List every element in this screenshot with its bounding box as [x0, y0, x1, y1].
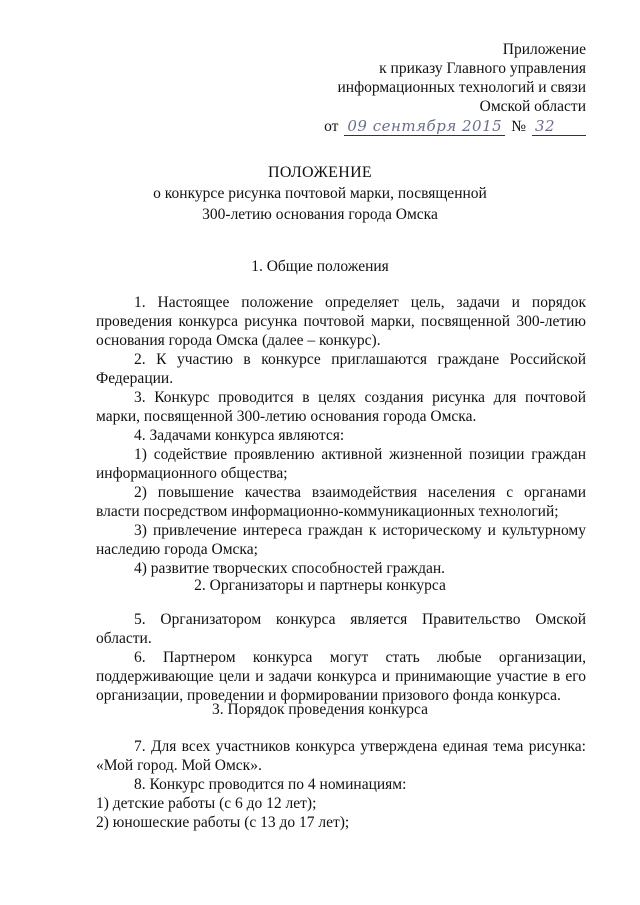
list-item: 4) развитие творческих способностей граждан. [134, 560, 446, 577]
list-item: 1) содействие проявлению активной жизненной позиции граждан информационного общества; [96, 446, 586, 482]
section-3-body [96, 737, 586, 832]
document-title [0, 162, 640, 225]
section-3-heading: 3. Порядок проведения конкурса [212, 701, 428, 718]
number-label: № [511, 118, 526, 135]
appendix-title: Приложение [502, 41, 586, 58]
paragraph: 2. К участию в конкурсе приглашаются граждане Российской Федерации. [96, 351, 586, 387]
paragraph: 4. Задачами конкурса являются: [134, 427, 345, 444]
list-item: 2) юношеские работы (с 13 до 17 лет); [96, 814, 350, 831]
appendix-order-ref: к приказу Главного управления [379, 60, 586, 77]
appendix-department: информационных технологий и связи [337, 79, 586, 96]
appendix-header [246, 40, 586, 136]
paragraph: 5. Организатором конкурса является Правительство Омской области. [96, 611, 586, 647]
section-1-body [96, 293, 586, 578]
appendix-region: Омской области [479, 98, 586, 115]
paragraph: 7. Для всех участников конкурса утверждена единая тема рисунка: «Мой город. Мой Омск». [96, 738, 586, 774]
list-item: 1) детские работы (с 6 до 12 лет); [96, 795, 317, 812]
paragraph: 1. Настоящее положение определяет цель, задачи и порядок проведения конкурса рисунка почтовой марки, посвященной 300-летию основания города Омска (далее – конкурс). [96, 294, 586, 349]
handwritten-number: 32 [532, 118, 586, 136]
section-1-heading: 1. Общие положения [251, 258, 389, 275]
handwritten-date: 09 сентября 2015 [344, 118, 505, 136]
order-date-number-line [246, 117, 586, 136]
from-label: от [324, 118, 339, 135]
title-main: ПОЛОЖЕНИЕ [267, 164, 372, 181]
title-subtitle-line1: о конкурсе рисунка почтовой марки, посвященной [153, 185, 487, 202]
paragraph: 3. Конкурс проводится в целях создания рисунка для почтовой марки, посвященной 300-летию основания города Омска. [96, 389, 586, 425]
list-item: 3) привлечение интереса граждан к историческому и культурному наследию города Омска; [96, 522, 586, 558]
paragraph: 6. Партнером конкурса могут стать любые организации, поддерживающие цели и задачи конкурса и принимающие участие в его организации, проведении и формировании призового фонда конкурса. [96, 649, 586, 704]
list-item: 2) повышение качества взаимодействия населения с органами власти посредством информационно-коммуникационных технологий; [96, 484, 586, 520]
section-2-body [96, 610, 586, 705]
section-2-heading: 2. Организаторы и партнеры конкурса [194, 577, 446, 594]
paragraph: 8. Конкурс проводится по 4 номинациям: [134, 776, 407, 793]
title-subtitle-line2: 300-летию основания города Омска [202, 206, 438, 223]
